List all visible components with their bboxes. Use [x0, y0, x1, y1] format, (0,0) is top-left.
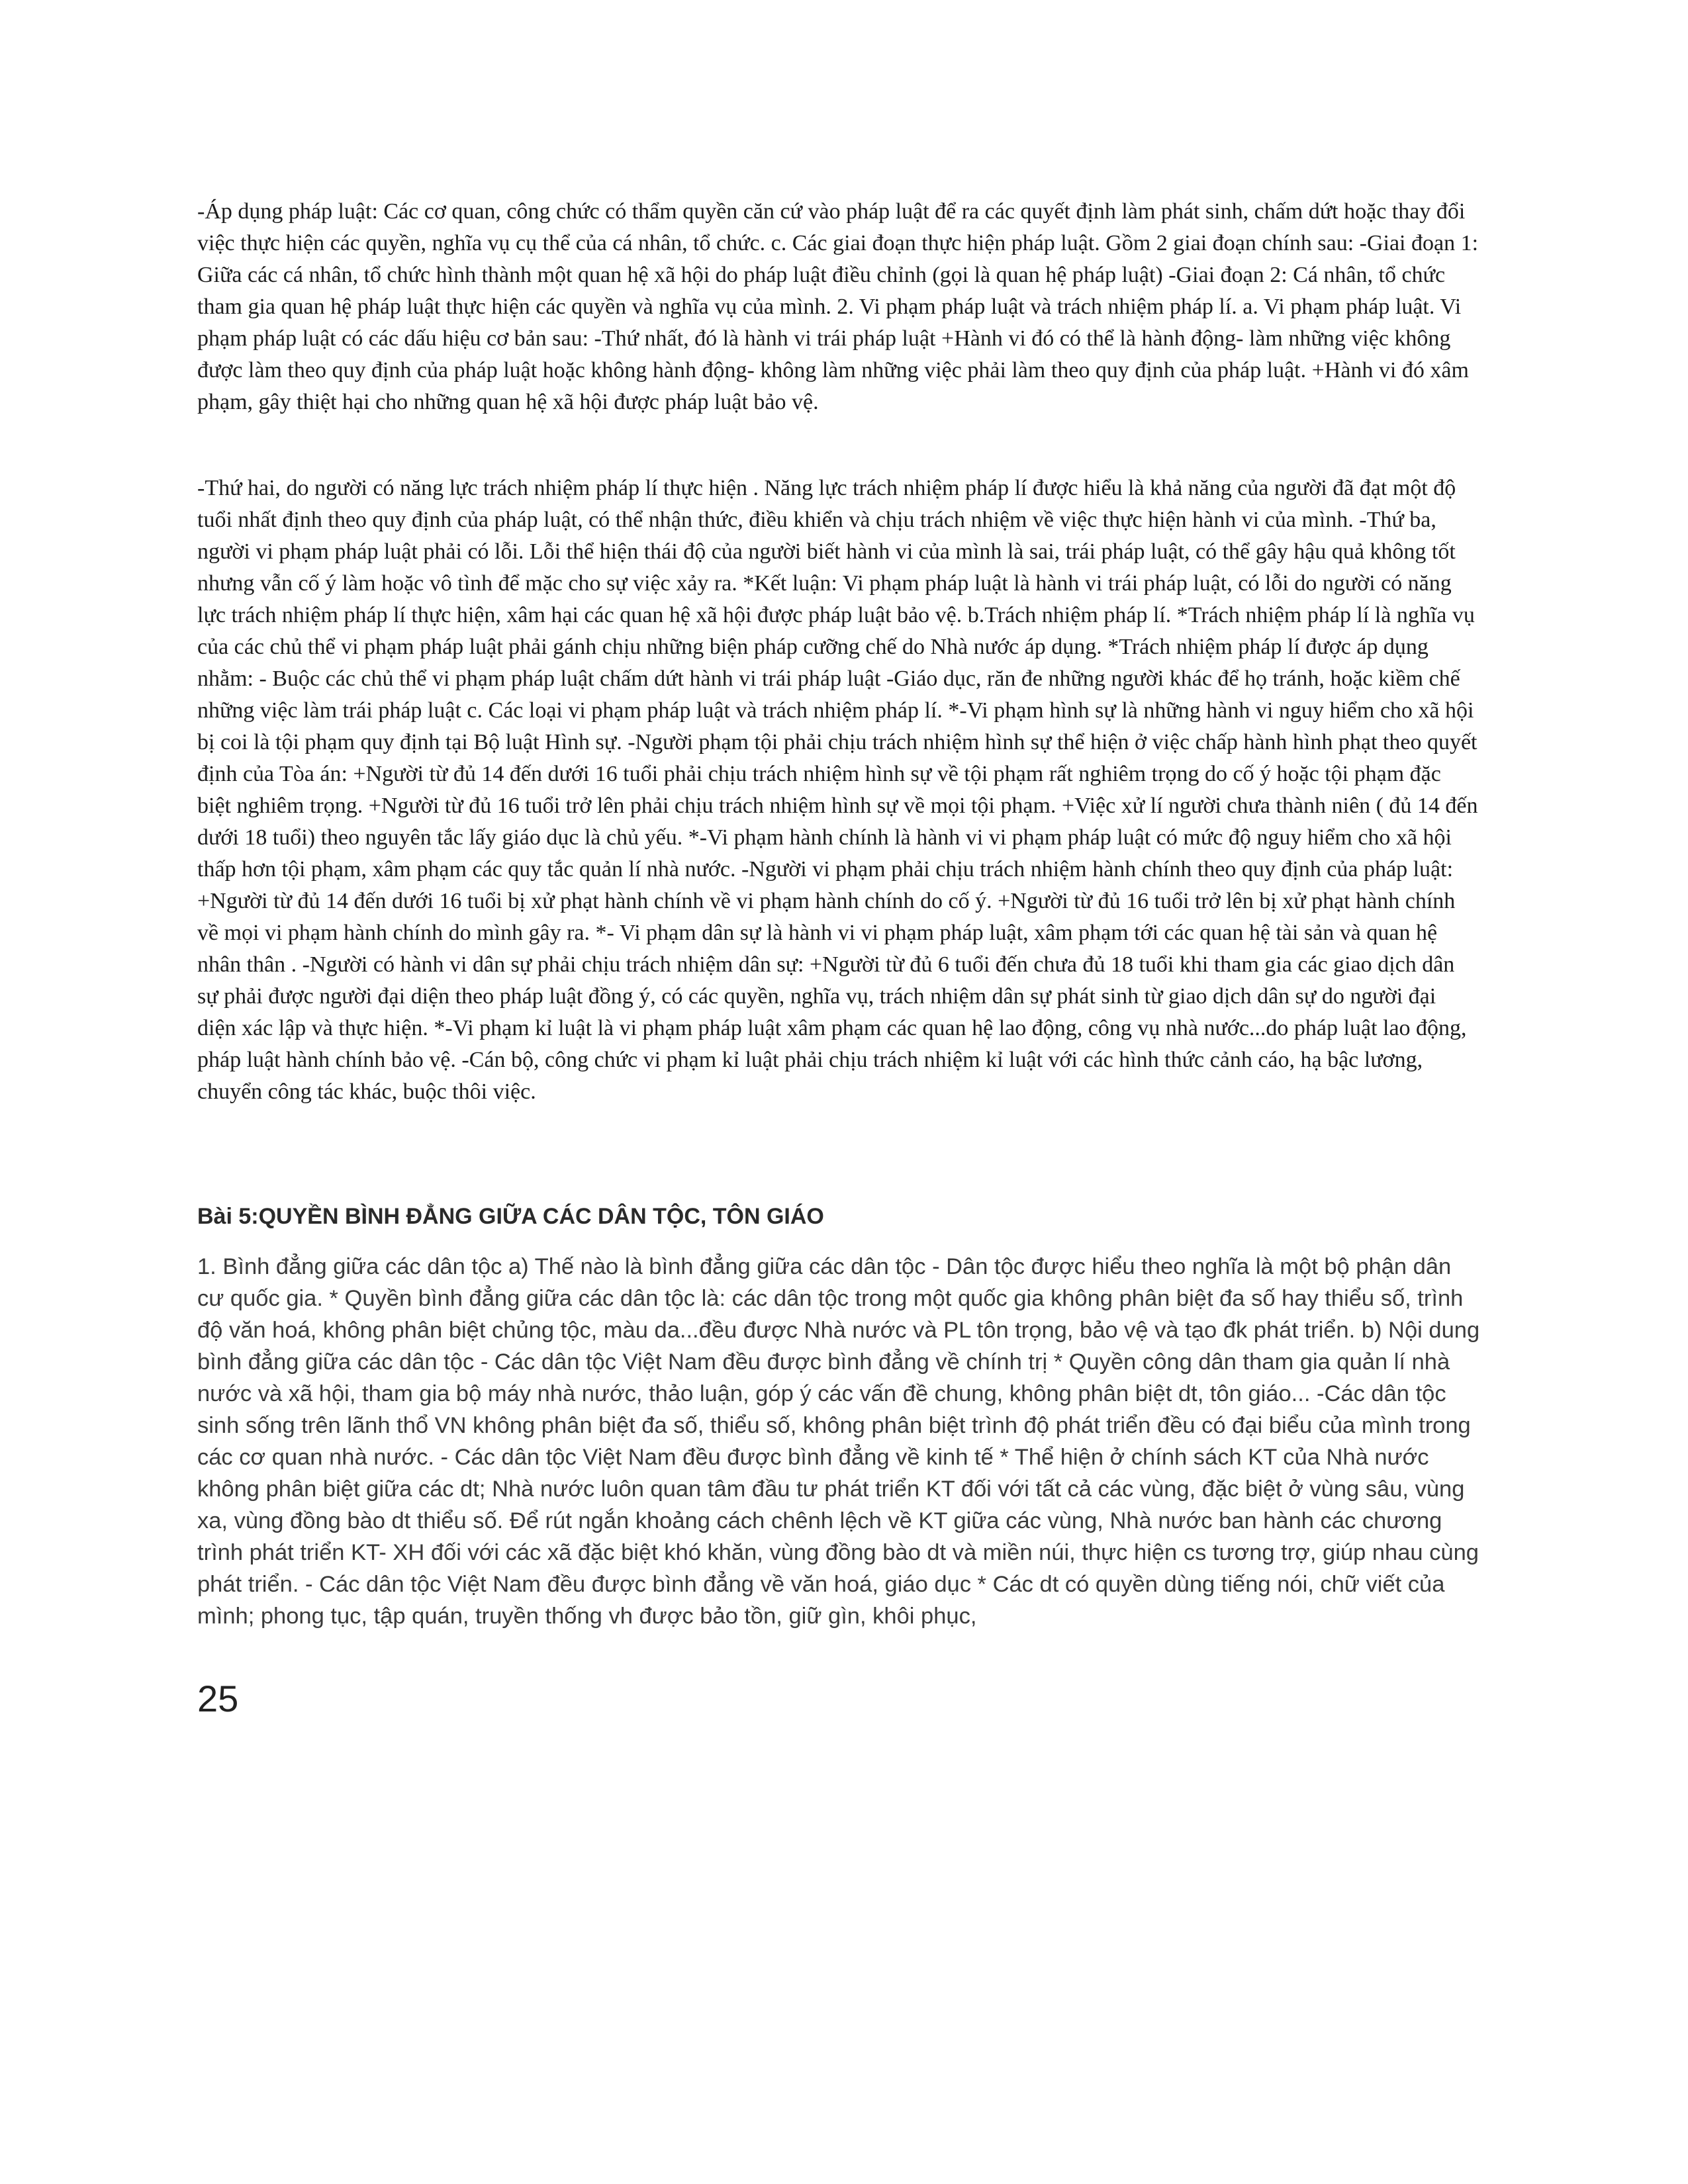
lesson-heading: Bài 5:QUYỀN BÌNH ĐẲNG GIỮA CÁC DÂN TỘC, TÔN GIÁO — [197, 1204, 824, 1229]
paragraph-law-application: -Áp dụng pháp luật: Các cơ quan, công chức có thẩm quyền căn cứ vào pháp luật để ra các quyết định làm phát sinh, chấm dứt hoặc thay đổi việc thực hiện các quyền, nghĩa vụ cụ thể của cá nhân, tổ chức. c. Các giai đoạn thực hiện pháp luật. Gồm 2 giai đoạn chính sau: -Giai đoạn 1: Giữa các cá nhân, tổ chức hình thành một quan hệ xã hội do pháp luật điều chỉnh (gọi là quan hệ pháp luật) -Giai đoạn 2: Cá nhân, tổ chức tham gia quan hệ pháp luật thực hiện các quyền và nghĩa vụ của mình. 2. Vi phạm pháp luật và trách nhiệm pháp lí. a. Vi phạm pháp luật. Vi phạm pháp luật có các dấu hiệu cơ bản sau: -Thứ nhất, đó là hành vi trái pháp luật +Hành vi đó có thể là hành động- làm những việc không được làm theo quy định của pháp luật hoặc không hành động- không làm những việc phải làm theo quy định của pháp luật. +Hành vi đó xâm phạm, gây thiệt hại cho những quan hệ xã hội được pháp luật bảo vệ. — [197, 199, 1479, 414]
page-number: 25 — [197, 1678, 239, 1719]
paragraph-law-violation: -Thứ hai, do người có năng lực trách nhiệm pháp lí thực hiện . Năng lực trách nhiệm pháp lí được hiểu là khả năng của người đã đạt một độ tuổi nhất định theo quy định của pháp luật, có thể nhận thức, điều khiển và chịu trách nhiệm về việc thực hiện hành vi của mình. -Thứ ba, người vi phạm pháp luật phải có lỗi. Lỗi thể hiện thái độ của người biết hành vi của mình là sai, trái pháp luật, có thể gây hậu quả không tốt nhưng vẫn cố ý làm hoặc vô tình để mặc cho sự việc xảy ra. *Kết luận: Vi phạm pháp luật là hành vi trái pháp luật, có lỗi do người có năng lực trách nhiệm pháp lí thực hiện, xâm hại các quan hệ xã hội được pháp luật bảo vệ. b.Trách nhiệm pháp lí. *Trách nhiệm pháp lí là nghĩa vụ của các chủ thể vi phạm pháp luật phải gánh chịu những biện pháp cưỡng chế do Nhà nước áp dụng. *Trách nhiệm pháp lí được áp dụng nhằm: - Buộc các chủ thể vi phạm pháp luật chấm dứt hành vi trái pháp luật -Giáo dục, răn đe những người khác để họ tránh, hoặc kiềm chế những việc làm trái pháp luật c. Các loại vi phạm pháp luật và trách nhiệm pháp lí. *-Vi phạm hình sự là những hành vi nguy hiểm cho xã hội bị coi là tội phạm quy định tại Bộ luật Hình sự. -Người phạm tội phải chịu trách nhiệm hình sự thể hiện ở việc chấp hành hình phạt theo quyết định của Tòa án: +Người từ đủ 14 đến dưới 16 tuổi phải chịu trách nhiệm hình sự về tội phạm rất nghiêm trọng do cố ý hoặc tội phạm đặc biệt nghiêm trọng. +Người từ đủ 16 tuổi trở lên phải chịu trách nhiệm hình sự về mọi tội phạm. +Việc xử lí người chưa thành niên ( đủ 14 đến dưới 18 tuổi) theo nguyên tắc lấy giáo dục là chủ yếu. *-Vi phạm hành chính là hành vi vi phạm pháp luật có mức độ nguy hiểm cho xã hội thấp hơn tội phạm, xâm phạm các quy tắc quản lí nhà nước. -Người vi phạm phải chịu trách nhiệm hành chính theo quy định của pháp luật: +Người từ đủ 14 đến dưới 16 tuổi bị xử phạt hành chính về vi phạm hành chính do cố ý. +Người từ đủ 16 tuổi trở lên bị xử phạt hành chính về mọi vi phạm hành chính do mình gây ra. *- Vi phạm dân sự là hành vi vi phạm pháp luật, xâm phạm tới các quan hệ tài sản và quan hệ nhân thân . -Người có hành vi dân sự phải chịu trách nhiệm dân sự: +Người từ đủ 6 tuổi đến chưa đủ 18 tuổi khi tham gia các giao dịch dân sự phải được người đại diện theo pháp luật đồng ý, có các quyền, nghĩa vụ, trách nhiệm dân sự phát sinh từ giao dịch dân sự do người đại diện xác lập và thực hiện. *-Vi phạm kỉ luật là vi phạm pháp luật xâm phạm các quan hệ lao động, công vụ nhà nước...do pháp luật lao động, pháp luật hành chính bảo vệ. -Cán bộ, công chức vi phạm kỉ luật phải chịu trách nhiệm kỉ luật với các hình thức cảnh cáo, hạ bậc lương, chuyển công tác khác, buộc thôi việc. — [197, 476, 1478, 1104]
paragraph-ethnic-equality: 1. Bình đẳng giữa các dân tộc a) Thế nào là bình đẳng giữa các dân tộc - Dân tộc được hiểu theo nghĩa là một bộ phận dân cư quốc gia. * Quyền bình đẳng giữa các dân tộc là: các dân tộc trong một quốc gia không phân biệt đa số hay thiểu số, trình độ văn hoá, không phân biệt chủng tộc, màu da...đều được Nhà nước và PL tôn trọng, bảo vệ và tạo đk phát triển. b) Nội dung bình đẳng giữa các dân tộc - Các dân tộc Việt Nam đều được bình đẳng về chính trị * Quyền công dân tham gia quản lí nhà nước và xã hội, tham gia bộ máy nhà nước, thảo luận, góp ý các vấn đề chung, không phân biệt dt, tôn giáo... -Các dân tộc sinh sống trên lãnh thổ VN không phân biệt đa số, thiểu số, không phân biệt trình độ phát triển đều có đại biểu của mình trong các cơ quan nhà nước. - Các dân tộc Việt Nam đều được bình đẳng về kinh tế * Thể hiện ở chính sách KT của Nhà nước không phân biệt giữa các dt; Nhà nước luôn quan tâm đầu tư phát triển KT đối với tất cả các vùng, đặc biệt ở vùng sâu, vùng xa, vùng đồng bào dt thiểu số. Để rút ngắn khoảng cách chênh lệch về KT giữa các vùng, Nhà nước ban hành các chương trình phát triển KT- XH đối với các xã đặc biệt khó khăn, vùng đồng bào dt và miền núi, thực hiện cs tương trợ, giúp nhau cùng phát triển. - Các dân tộc Việt Nam đều được bình đẳng về văn hoá, giáo dục * Các dt có quyền dùng tiếng nói, chữ viết của mình; phong tục, tập quán, truyền thống vh được bảo tồn, giữ gìn, khôi phục, — [197, 1254, 1480, 1629]
